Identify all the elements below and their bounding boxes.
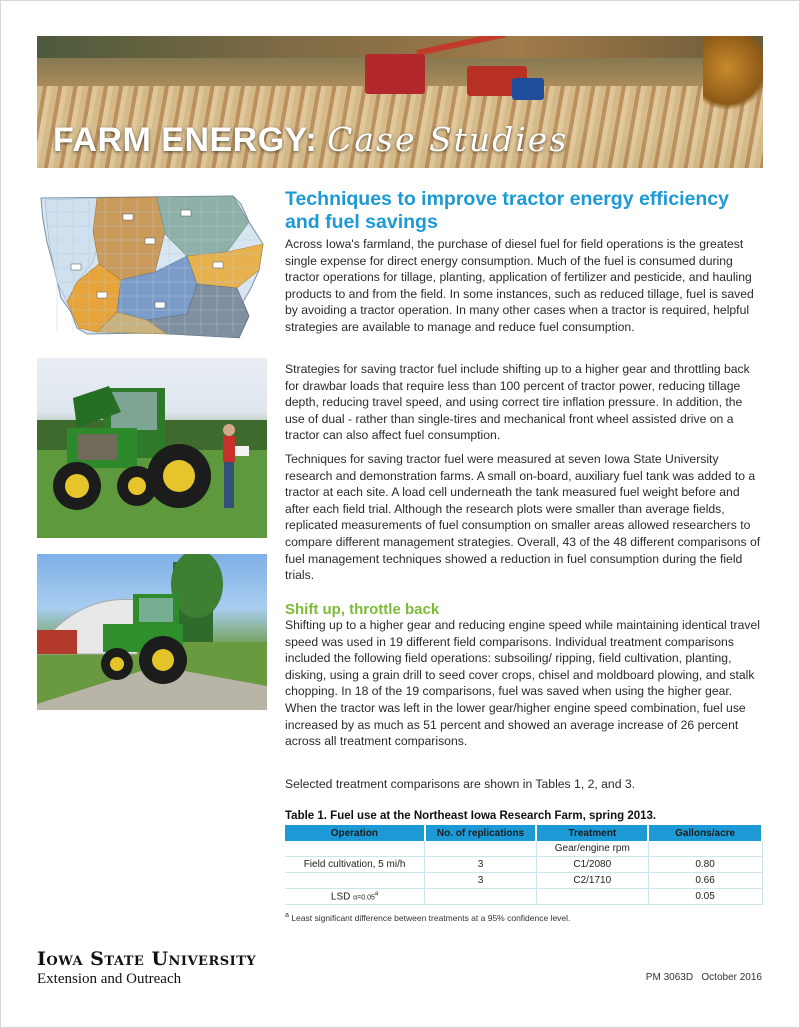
- subheader-gear-rpm: Gear/engine rpm: [536, 841, 648, 857]
- lsd-superscript: a: [374, 890, 379, 897]
- table-cell: 0.80: [648, 857, 762, 873]
- tables-reference-paragraph: Selected treatment comparisons are shown in Tables 1, 2, and 3.: [285, 777, 636, 791]
- publication-number: PM 3063D: [645, 972, 694, 983]
- table-footnote: [285, 911, 570, 923]
- fuel-use-table: [285, 825, 763, 905]
- article-title: Techniques to improve tractor energy efficiency and fuel savings: [285, 188, 729, 233]
- table-cell: C2/1710: [536, 873, 648, 889]
- header-replications: No. of replications: [425, 825, 537, 841]
- section-heading: Shift up, throttle back: [285, 601, 440, 618]
- tractor-shed-photo: [37, 554, 267, 710]
- footnote-text: Least significant difference between treatments at a 95% confidence level.: [291, 912, 571, 923]
- publication-info: [646, 972, 762, 983]
- lsd-label-cell: [285, 889, 425, 905]
- strategies-paragraph: Strategies for saving tractor fuel include shifting up to a higher gear and throttling back for drawbar loads that require less than 100 percent of tractor power, reducing tillage depth, reducing travel speed, and using correct tire inflation pressure. In addition, the use of dual - rather than single-tires and mechanical front wheel assisted drive on a tractor can also affect fuel consumption.: [285, 362, 750, 443]
- header-gallons-acre: Gallons/acre: [648, 825, 762, 841]
- lsd-value: 0.05: [648, 889, 762, 905]
- table-row: [285, 857, 762, 873]
- table-cell: [285, 873, 425, 889]
- table-cell: C1/2080: [536, 857, 648, 873]
- tractor-fuel-tank-photo: [37, 358, 267, 538]
- isu-extension-label: Extension and Outreach: [37, 971, 182, 987]
- footnote-mark: a: [285, 911, 289, 919]
- autumn-tree-image: [703, 36, 763, 116]
- table-subheader-row: [285, 841, 762, 857]
- table-cell: 0.66: [648, 873, 762, 889]
- table-cell: Field cultivation, 5 mi/h: [285, 857, 425, 873]
- isu-logo: [37, 948, 256, 988]
- banner-title-main: FARM ENERGY:: [53, 121, 318, 159]
- intro-paragraph: Across Iowa's farmland, the purchase of diesel fuel for field operations is the greatest single expense for direct energy consumption. Much of the fuel is consumed during tractor operations for tillage, planting, application of fertilizer and pesticide, and hauling products to and from the field. In some instances, such as reduced tillage, fuel is saved by avoiding a tractor operation. In many other cases when a tractor is required, helpful strategies are available to manage and reduce fuel consumption.: [285, 237, 754, 334]
- banner-title: [53, 120, 568, 160]
- table-cell: [425, 889, 537, 905]
- iowa-research-farms-map: [37, 192, 267, 342]
- shed-photo-art: [37, 554, 267, 710]
- banner-subtitle: Case Studies: [327, 120, 569, 159]
- tractor-photo-art: [37, 358, 267, 538]
- table-cell: [285, 841, 425, 857]
- blue-tractor-image: [512, 78, 544, 100]
- header-banner: [37, 36, 763, 168]
- lsd-label: LSD: [330, 891, 351, 903]
- table-row: [285, 873, 762, 889]
- table-header-row: [285, 825, 762, 841]
- lsd-row: [285, 889, 762, 905]
- table-cell: 3: [425, 873, 537, 889]
- table-cell: [648, 841, 762, 857]
- lsd-alpha: α=0.05: [353, 894, 375, 902]
- table-cell: [425, 841, 537, 857]
- header-treatment: Treatment: [536, 825, 648, 841]
- shift-up-paragraph: Shifting up to a higher gear and reducing engine speed while maintaining identical travel speed was used in 19 different field comparisons. Individual treatment comparisons included the following field operations: subsoiling/ ripping, field cultivation, planting, disking, using a grain drill to seed cover crops, chisel and moldboard plowing, and stalk chopping. In 18 of the 19 comparisons, fuel was saved when using the higher gear. When the tractor was left in the lower gear/higher engine speed combination, fuel use increased by as much as 51 percent and showed an average increase of 26 percent across all treatment comparisons.: [285, 618, 760, 749]
- header-operation: Operation: [285, 825, 425, 841]
- isu-wordmark: Iowa State University: [37, 948, 257, 970]
- table-cell: [536, 889, 648, 905]
- publication-date: October 2016: [701, 972, 762, 983]
- table-caption: Table 1. Fuel use at the Northeast Iowa Research Farm, spring 2013.: [285, 810, 657, 822]
- table-cell: 3: [425, 857, 537, 873]
- measurement-paragraph: Techniques for saving tractor fuel were measured at seven Iowa State University research and demonstration farms. A small on-board, auxiliary fuel tank was added to a tractor at each site. A load cell underneath the tank measured fuel weight before and after each field trial. Although the research plots were smaller than average fields, replicated measurements of fuel consumption on smaller areas allowed researchers to compare different management strategies. Overall, 43 of the 48 different comparisons of fuel management techniques showed a reduction in fuel consumption during the field trials.: [285, 452, 761, 583]
- combine-harvester-image: [365, 54, 425, 94]
